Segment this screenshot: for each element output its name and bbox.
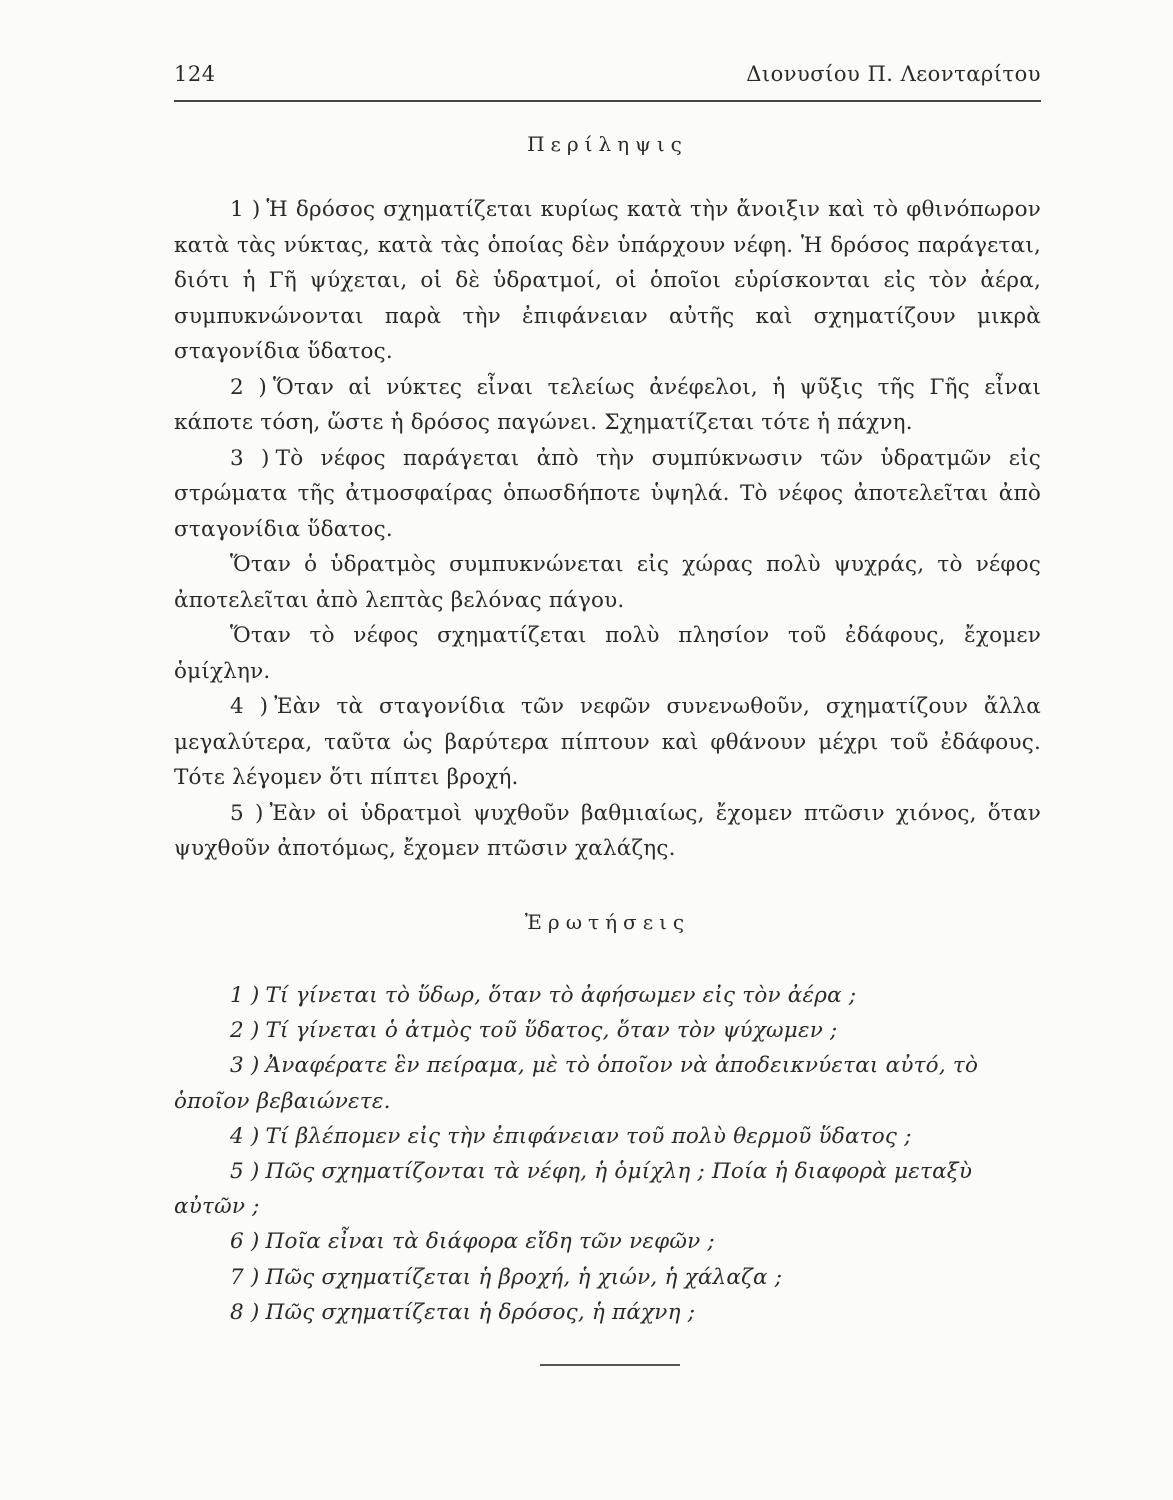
- question-item: [174, 1048, 1041, 1118]
- question-item: [174, 1295, 1041, 1330]
- question-number: 7 ): [230, 1264, 260, 1290]
- summary-paragraph: [174, 441, 1041, 548]
- paragraph-text: Ὅταν αἱ νύκτες εἶναι τελείως ἀνέφελοι, ἡ ψῦξις τῆς Γῆς εἶναι κάποτε τόση, ὥστε ἡ δρόσος παγώνει. Σχηματίζεται τότε ἡ πάχνη.: [174, 374, 1041, 435]
- question-item: [174, 978, 1041, 1013]
- question-text: Τί γίνεται τὸ ὕδωρ, ὅταν τὸ ἀφήσωμεν εἰς τὸν ἀέρα ;: [265, 983, 857, 1008]
- questions-list: [174, 978, 1041, 1330]
- paragraph-text: Ἐὰν οἱ ὑδρατμοὶ ψυχθοῦν βαθμιαίως, ἔχομεν πτῶσιν χιόνος, ὅταν ψυχθοῦν ἀποτόμως, ἔχομεν πτῶσιν χαλάζης.: [174, 800, 1041, 861]
- question-number: 4 ): [230, 1123, 260, 1149]
- running-title: Διονυσίου Π. Λεονταρίτου: [746, 62, 1041, 86]
- question-item: [174, 1119, 1041, 1154]
- paragraph-number: 3 ): [230, 445, 270, 471]
- question-item: [174, 1260, 1041, 1295]
- question-number: 1 ): [230, 983, 260, 1008]
- questions-title: Ἐρωτήσεις: [524, 910, 691, 934]
- paragraph-text: Ἡ δρόσος σχηματίζεται κυρίως κατὰ τὴν ἄνοιξιν καὶ τὸ φθινόπωρον κατὰ τὰς νύκτας, κατὰ τὰς ὁποίας δὲν ὑπάρχουν νέφη. Ἡ δρόσος παράγεται, διότι ἡ Γῆ ψύχεται, οἱ δὲ ὑδρατμοί, οἱ ὁποῖοι εὑρίσκονται εἰς τὸν ἀέρα, συμπυκνώνονται παρὰ τὴν ἐπιφάνειαν αὐτῆς καὶ σχηματίζουν μικρὰ σταγονίδια ὕδατος.: [174, 197, 1041, 364]
- page-header: [174, 62, 1041, 98]
- question-text: Ποῖα εἶναι τὰ διάφορα εἴδη τῶν νεφῶν ;: [265, 1229, 715, 1255]
- question-number: 6 ): [230, 1229, 260, 1255]
- summary-paragraph: [174, 547, 1041, 618]
- question-text: Πῶς σχηματίζεται ἡ βροχή, ἡ χιών, ἡ χάλαζα ;: [265, 1264, 783, 1290]
- question-text: Πῶς σχηματίζεται ἡ δρόσος, ἡ πάχνη ;: [265, 1299, 696, 1325]
- question-number: 2 ): [230, 1018, 260, 1044]
- paragraph-text: Τὸ νέφος παράγεται ἀπὸ τὴν συμπύκνωσιν τῶν ὑδρατμῶν εἰς στρώματα τῆς ἀτμοσφαίρας ὁπωσδήποτε ὑψηλά. Τὸ νέφος ἀποτελεῖται ἀπὸ σταγονίδια ὕδατος.: [174, 445, 1041, 542]
- question-text: Τί γίνεται ὁ ἀτμὸς τοῦ ὕδατος, ὅταν τὸν ψύχωμεν ;: [265, 1018, 838, 1044]
- paragraph-number: 1 ): [230, 197, 261, 222]
- paragraph-text: Ἐὰν τὰ σταγονίδια τῶν νεφῶν συνενωθοῦν, σχηματίζουν ἄλλα μεγαλύτερα, ταῦτα ὡς βαρύτερα πίπτουν καὶ φθάνουν μέχρι τοῦ ἐδάφους. Τότε λέγομεν ὅτι πίπτει βροχή.: [174, 694, 1041, 790]
- paragraph-number: 2 ): [230, 374, 267, 400]
- summary-paragraph: [174, 689, 1041, 796]
- question-item: [174, 1154, 1041, 1224]
- question-number: 3 ): [230, 1053, 260, 1079]
- page-number: 124: [174, 62, 216, 86]
- question-text: Ἀναφέρατε ἓν πείραμα, μὲ τὸ ὁποῖον νὰ ἀποδεικνύεται αὐτό, τὸ ὁποῖον βεβαιώνετε.: [174, 1053, 979, 1114]
- summary-paragraph: [174, 370, 1041, 441]
- header-rule: [174, 100, 1041, 102]
- question-number: 5 ): [230, 1159, 260, 1185]
- summary-paragraph: [174, 192, 1041, 370]
- question-text: Πῶς σχηματίζονται τὰ νέφη, ἡ ὁμίχλη ; Ποία ἡ διαφορὰ μεταξὺ αὐτῶν ;: [174, 1159, 973, 1220]
- paragraph-number: 4 ): [230, 694, 269, 719]
- question-item: [174, 1013, 1041, 1048]
- question-item: [174, 1224, 1041, 1259]
- summary-paragraph: [174, 618, 1041, 689]
- question-number: 8 ): [230, 1299, 260, 1325]
- summary-body: [174, 192, 1041, 867]
- paragraph-text: Ὅταν τὸ νέφος σχηματίζεται πολὺ πλησίον τοῦ ἐδάφους, ἔχομεν ὁμίχλην.: [174, 623, 1041, 684]
- paragraph-text: Ὅταν ὁ ὑδρατμὸς συμπυκνώνεται εἰς χώρας πολὺ ψυχράς, τὸ νέφος ἀποτελεῖται ἀπὸ λεπτὰς βελόνας πάγου.: [174, 552, 1041, 613]
- paragraph-number: 5 ): [230, 800, 264, 826]
- question-text: Τί βλέπομεν εἰς τὴν ἐπιφάνειαν τοῦ πολὺ θερμοῦ ὕδατος ;: [265, 1123, 912, 1149]
- summary-paragraph: [174, 796, 1041, 867]
- section-end-rule: [540, 1364, 680, 1366]
- summary-title: Περίληψις: [527, 132, 688, 156]
